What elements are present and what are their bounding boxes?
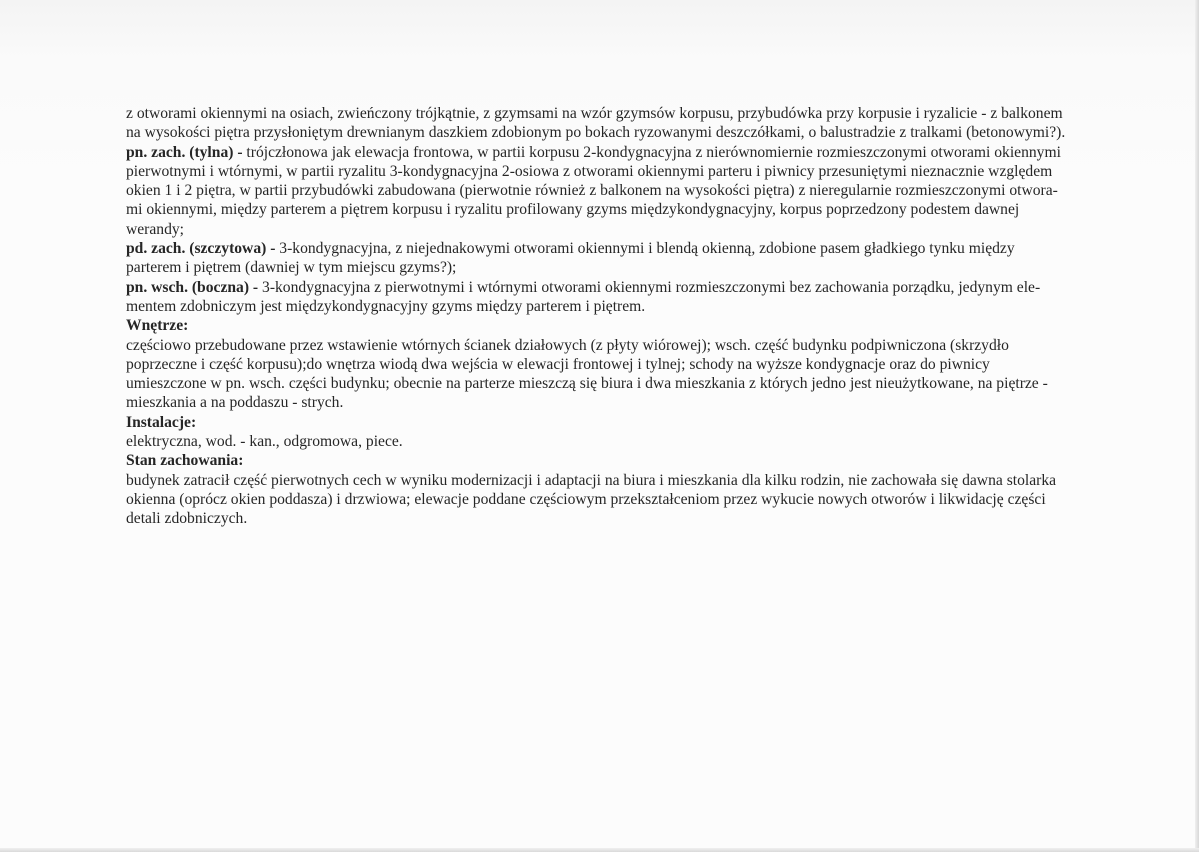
heading-condition: Stan zachowania: <box>126 452 244 470</box>
heading-interior: Wnętrze: <box>126 317 189 335</box>
text-line: pn. wsch. (boczna) - 3-kondygnacyjna z pierwotnymi i wtórnymi otworami okiennymi rozmieszczonymi bez zachowania porządku, jedynym ele- <box>126 278 1041 296</box>
document-body <box>126 104 1176 529</box>
text-line: na wysokości piętra przysłoniętym drewnianym daszkiem zdobionym po bokach ryzowanymi deszczółkami, o balustradzie z tralkami (betonowymi?). <box>126 124 1066 142</box>
section-label-ne-side: pn. wsch. (boczna) - <box>126 278 259 296</box>
text-line: pierwotnymi i wtórnymi, w partii ryzalitu 3-kondygnacyjna 2-osiowa z otworami okiennymi parteru i piwnicy przesuniętymi nieznacznie względem <box>126 162 1053 180</box>
text-line: budynek zatracił część pierwotnych cech w wyniku modernizacji i adaptacji na biura i mieszkania dla kilku rodzin, nie zachowała się dawna stolarka <box>126 471 1057 489</box>
text-line: mi okiennymi, między parterem a piętrem korpusu i ryzalitu profilowany gzyms międzykondygnacyjny, korpus poprzedzony podestem dawnej <box>126 201 1020 219</box>
text-line: parterem i piętrem (dawniej w tym miejscu gzyms?); <box>126 259 457 277</box>
text-line: pd. zach. (szczytowa) - 3-kondygnacyjna, z niejednakowymi otworami okiennymi i blendą okienną, zdobione pasem gładkiego tynku między <box>126 240 1015 258</box>
text-line: elektryczna, wod. - kan., odgromowa, piece. <box>126 433 403 451</box>
text-line: mieszkania a na poddaszu - strych. <box>126 394 344 412</box>
text-line: detali zdobniczych. <box>126 510 248 528</box>
page-edge-shadow-right <box>1195 0 1199 852</box>
text-line: werandy; <box>126 220 185 238</box>
section-label-sw-gable: pd. zach. (szczytowa) - <box>126 240 276 258</box>
text-line: mentem zdobniczym jest międzykondygnacyjny gzyms między parterem i piętrem. <box>126 297 646 315</box>
section-label-nw-rear: pn. zach. (tylna) - <box>126 143 243 161</box>
heading-installations: Instalacje: <box>126 413 197 431</box>
text-line: częściowo przebudowane przez wstawienie wtórnych ścianek działowych (z płyty wiórowej); wsch. część budynku podpiwniczona (skrzydło <box>126 336 1009 354</box>
text-line: okienna (oprócz okien poddasza) i drzwiowa; elewacje poddane częściowym przekształceniom przez wykucie nowych otworów i likwidację części <box>126 490 1046 508</box>
text-line: okien 1 i 2 piętra, w partii przybudówki zabudowana (pierwotnie również z balkonem na wysokości piętra) z nieregularnie rozmieszczonymi otwora- <box>126 182 1058 200</box>
page-edge-shadow-bottom <box>0 848 1199 852</box>
text-line: poprzeczne i część korpusu);do wnętrza wiodą dwa wejścia w elewacji frontowej i tylnej; schody na wyższe kondygnacje oraz do piwnicy <box>126 355 990 373</box>
text-line: z otworami okiennymi na osiach, zwieńczony trójkątnie, z gzymsami na wzór gzymsów korpusu, przybudówka przy korpusie i ryzalicie - z balkonem <box>126 105 1063 122</box>
text-line: umieszczone w pn. wsch. części budynku; obecnie na parterze mieszczą się biura i dwa mieszkania z których jedno jest nieużytkowane, na piętrze - <box>126 375 1048 393</box>
text-line: pn. zach. (tylna) - trójczłonowa jak elewacja frontowa, w partii korpusu 2-kondygnacyjna z nierównomiernie rozmieszczonymi otworami okiennymi <box>126 143 1061 161</box>
